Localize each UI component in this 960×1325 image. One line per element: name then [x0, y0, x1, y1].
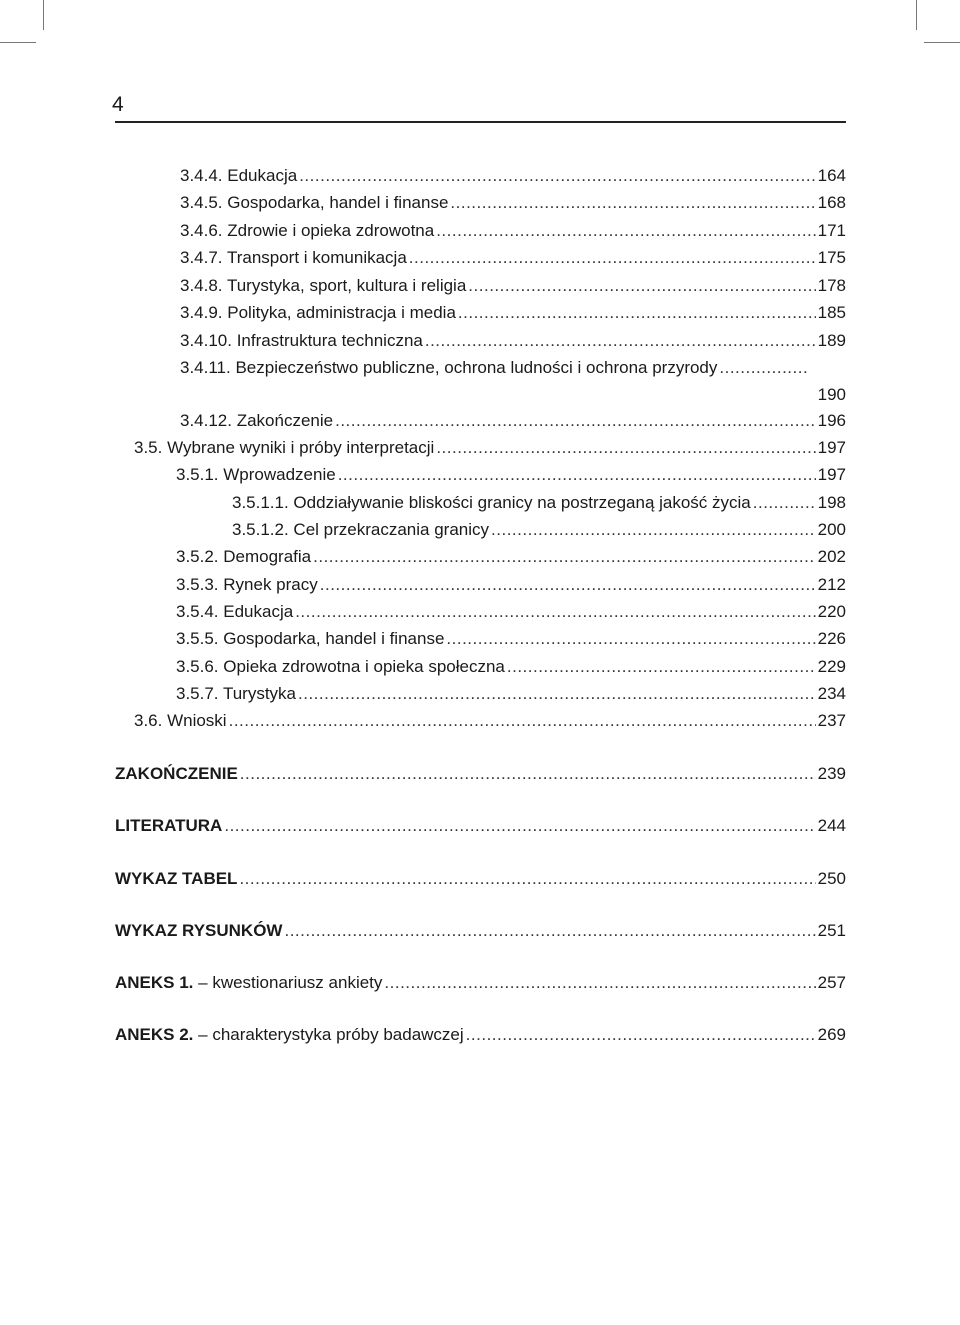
toc-leader-dots [240, 763, 816, 785]
toc-entry-page: 226 [817, 629, 846, 648]
toc-entry[interactable] [176, 683, 846, 705]
toc-entry-page: 212 [817, 575, 846, 594]
toc-entry-page: 164 [817, 166, 846, 185]
toc-entry-page: 171 [817, 221, 846, 240]
toc-entry-label: 3.4.4. Edukacja [180, 166, 298, 185]
toc-entry-page: 220 [817, 602, 846, 621]
toc-entry-label: 3.4.9. Polityka, administracja i media [180, 303, 456, 322]
toc-leader-dots [320, 574, 816, 596]
toc-entry-page: 257 [817, 973, 846, 992]
toc-entry-label: 3.4.8. Turystyka, sport, kultura i religia [180, 276, 467, 295]
toc-entry[interactable] [176, 628, 846, 650]
toc-leader-dots [446, 628, 815, 650]
toc-leader-dots [409, 247, 816, 269]
toc-entry-page: 197 [817, 465, 846, 484]
toc-leader-dots [298, 683, 816, 705]
toc-entry-label-wrap [115, 972, 382, 994]
toc-leader-dots [338, 464, 816, 486]
toc-leader-dots [436, 220, 815, 242]
toc-entry-page: 185 [817, 303, 846, 322]
toc-entry-label: 3.4.6. Zdrowie i opieka zdrowotna [180, 221, 435, 240]
toc-entry[interactable] [180, 330, 846, 352]
toc-entry[interactable] [180, 357, 810, 379]
toc-leader-dots [299, 165, 815, 187]
toc-entry[interactable] [115, 763, 846, 785]
toc-entry[interactable] [180, 302, 846, 324]
toc-entry[interactable] [176, 546, 846, 568]
toc-entry-page: 244 [817, 816, 846, 835]
toc-entry-label: 3.5.1.1. Oddziaływanie bliskości granicy na postrzeganą jakość życia [232, 493, 751, 512]
toc-entry[interactable] [176, 601, 846, 623]
toc-entry-page: 234 [817, 684, 846, 703]
toc-leader-dots [284, 920, 815, 942]
toc-leader-dots [384, 972, 815, 994]
toc-entry-label: WYKAZ RYSUNKÓW [115, 921, 283, 940]
toc-entry-page: 190 [817, 385, 846, 404]
toc-leader-dots [229, 710, 816, 732]
toc-entry-page: 229 [817, 657, 846, 676]
toc-entry[interactable] [180, 247, 846, 269]
crop-mark [43, 0, 44, 30]
toc-entry-page: 250 [817, 869, 846, 888]
toc-entry-page: 197 [817, 438, 846, 457]
toc-entry[interactable] [115, 868, 846, 890]
toc-entry-label: 3.6. Wnioski [134, 711, 227, 730]
toc-entry-page: 178 [817, 276, 846, 295]
toc-leader-dots [491, 519, 816, 541]
toc-entry-label: 3.5.1. Wprowadzenie [176, 465, 336, 484]
toc-entry-label: – charakterystyka próby badawczej [193, 1025, 464, 1044]
toc-entry[interactable] [180, 220, 846, 242]
toc-entry-page: 198 [817, 493, 846, 512]
toc-entry-label-wrap [115, 1024, 464, 1046]
crop-mark [916, 0, 917, 30]
toc-leader-dots [450, 192, 815, 214]
toc-entry-page: 239 [817, 764, 846, 783]
crop-mark [924, 42, 960, 43]
toc-entry-page: 175 [817, 248, 846, 267]
toc-entry-label-wrap [115, 920, 282, 942]
toc-entry-label: ZAKOŃCZENIE [115, 764, 238, 783]
toc-entry-label: 3.5.4. Edukacja [176, 602, 294, 621]
toc-entry-label: 3.5.5. Gospodarka, handel i finanse [176, 629, 445, 648]
toc-leader-dots [295, 601, 815, 623]
toc-entry[interactable] [176, 464, 846, 486]
toc-leader-dots [335, 410, 816, 432]
toc-leader-dots [719, 357, 808, 379]
toc-entry-label: 3.4.11. Bezpieczeństwo publiczne, ochrona ludności i ochrona przyrody [180, 358, 718, 377]
toc-entry-label: 3.4.12. Zakończenie [180, 411, 334, 430]
toc-entry-label-bold: ANEKS 1. [115, 973, 194, 992]
crop-mark [0, 42, 36, 43]
toc-entry-label-wrap [115, 763, 238, 785]
toc-entry-label: 3.4.10. Infrastruktura techniczna [180, 331, 423, 350]
toc-leader-dots [507, 656, 816, 678]
toc-entry-label: 3.4.7. Transport i komunikacja [180, 248, 407, 267]
toc-leader-dots [468, 275, 815, 297]
toc-leader-dots [425, 330, 816, 352]
toc-entry[interactable] [115, 972, 846, 994]
header-rule [115, 121, 846, 123]
toc-entry-label: 3.5.1.2. Cel przekraczania granicy [232, 520, 490, 539]
toc-leader-dots [224, 815, 815, 837]
toc-entry-label: 3.5.6. Opieka zdrowotna i opieka społeczna [176, 657, 505, 676]
toc-leader-dots [313, 546, 815, 568]
toc-entry-label: 3.5. Wybrane wyniki i próby interpretacji [134, 438, 435, 457]
toc-leader-dots [458, 302, 816, 324]
toc-entry-label: 3.5.7. Turystyka [176, 684, 296, 703]
toc-entry-label: WYKAZ TABEL [115, 869, 238, 888]
toc-entry[interactable] [180, 192, 846, 214]
toc-entry[interactable] [180, 275, 846, 297]
toc-entry-label-wrap [115, 868, 237, 890]
toc-entry-label-bold: ANEKS 2. [115, 1025, 194, 1044]
toc-leader-dots [436, 437, 815, 459]
toc-entry[interactable] [180, 410, 846, 432]
toc-entry-page: 200 [817, 520, 846, 539]
toc-entry-page: 189 [817, 331, 846, 350]
toc-entry-label: 3.5.3. Rynek pracy [176, 575, 318, 594]
toc-entry-page: 168 [817, 193, 846, 212]
toc-entry[interactable] [134, 437, 846, 459]
toc-entry[interactable] [232, 492, 846, 514]
toc-entry[interactable] [176, 574, 846, 596]
toc-leader-dots [466, 1024, 816, 1046]
toc-leader-dots [239, 868, 815, 890]
toc-entry[interactable] [134, 710, 846, 732]
toc-entry[interactable] [176, 656, 846, 678]
toc-entry[interactable] [115, 920, 846, 942]
toc-entry-label: LITERATURA [115, 816, 223, 835]
toc-entry[interactable] [115, 815, 846, 837]
toc-leader-dots [753, 492, 816, 514]
toc-entry-page: 237 [817, 711, 846, 730]
toc-entry[interactable] [115, 1024, 846, 1046]
toc-entry-page: 202 [817, 547, 846, 566]
toc-entry-page: 251 [817, 921, 846, 940]
toc-entry[interactable] [180, 165, 846, 187]
toc-entry-label: – kwestionariusz ankiety [193, 973, 383, 992]
toc-entry-label: 3.4.5. Gospodarka, handel i finanse [180, 193, 449, 212]
toc-entry[interactable] [232, 519, 846, 541]
toc-entry-page: 196 [817, 411, 846, 430]
toc-entry-page: 269 [817, 1025, 846, 1044]
toc-entry-label: 3.5.2. Demografia [176, 547, 312, 566]
page-number: 4 [112, 93, 124, 116]
toc-entry-label-wrap [115, 815, 222, 837]
